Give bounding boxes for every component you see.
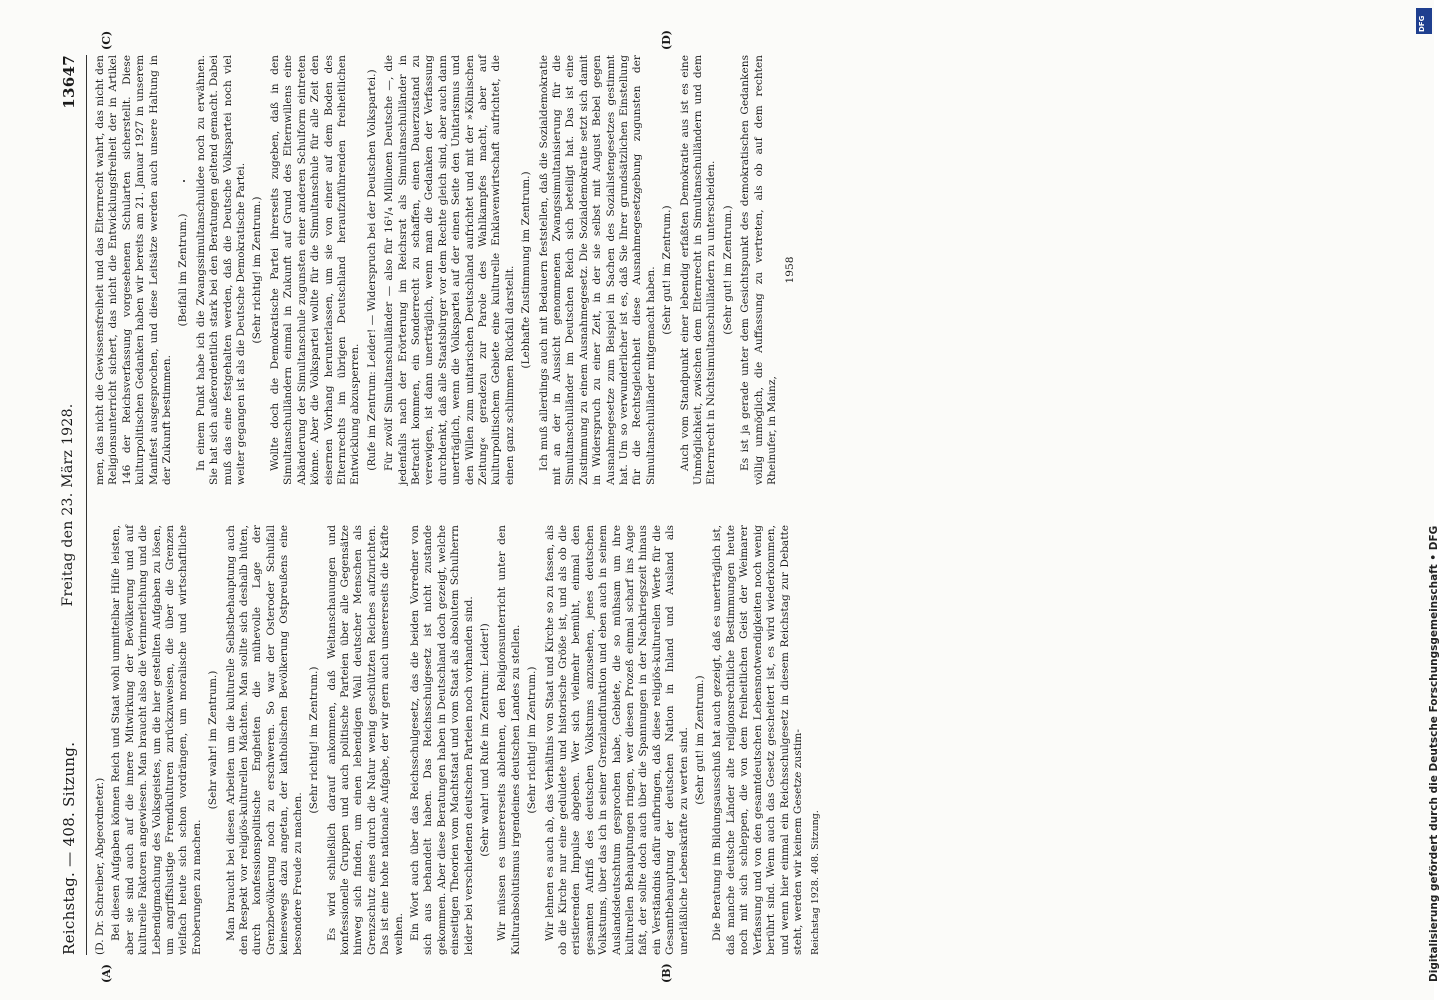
interjection: (Sehr gut! im Zentrum.) bbox=[721, 205, 734, 335]
interjection: (Lebhafte Zustimmung im Zentrum.) bbox=[520, 171, 533, 369]
interjection: (Sehr gut! im Zentrum.) bbox=[694, 675, 707, 805]
paragraph: Ich muß allerdings auch mit Bedauern feststellen, daß die Sozialdemokratie mit an der in Aussicht genommenen Zwangssimultanisierung für die Simultanschulländer im Deutschen Reich sich beteiligt hat. Das ist eine Zustimmung zu einem Ausnahmegesetz. Die Sozialdemokratie setzt sich damit in Widerspruch zu einer Zeit, in der sie selbst mit August Bebel gegen Ausnahmegesetze zum Beispiel in Sachen des Sozialistengesetzes gestimmt hat. Um so verwunderlicher ist es, daß Sie Ihrer grundsätzlichen Einstellung für die Rechtsgleichheit diese Ausnahmegesetzgebung zugunsten der Simultanschulländer mitgemacht haben. bbox=[537, 55, 657, 485]
paragraph: Die Beratung im Bildungsausschuß hat auch gezeigt, daß es unerträglich ist, daß manche deutsche Länder alte religionsrechtliche Bestimmungen heute noch mit sich schleppen, die von dem freiheitlichen Geist der Weimarer Verfassung und von den gesamtdeutschen Lebensnotwendigkeiten noch wenig berührt sind. Wenn auch das Gesetz gescheitert ist, es wird wiederkommen, und wenn hier einmal ein Reichsschulgesetz in diesem Reichstag zur Debatte steht, werden wir keinem Gesetze zustim- bbox=[711, 525, 804, 955]
margin-marker-d: (D) bbox=[660, 30, 673, 50]
digitization-credit bbox=[1412, 12, 1440, 987]
interjection: (Sehr wahr! und Rufe im Zentrum: Leider!) bbox=[478, 623, 491, 857]
footer-left: Reichstag 1928. 408. Sitzung. bbox=[810, 810, 822, 955]
paragraph: Auch vom Standpunkt einer lebendig erfaßten Demokratie aus ist es eine Unmöglichkeit, zwischen dem Elternrecht in Simultanschulländern und dem Elternrecht in Nichtsimultanschulländern zu unterscheiden. bbox=[678, 55, 718, 485]
paragraph: Es ist ja gerade unter dem Gesichtspunkt des demokratischen Gedankens völlig unmöglich, die Auffassung zu vertreten, als ob auf dem rechten Rheinufer, in Mainz, bbox=[739, 55, 779, 485]
interjection: (Beifall im Zentrum.) bbox=[177, 213, 190, 327]
paragraph: In einem Punkt habe ich die Zwangssimultanschulidee noch zu erwähnen. Sie hat sich außerordentlich stark bei den Beratungen geltend gemacht. Dabei muß das eine festgehalten werden, daß die Deutsche Volkspartei noch viel weiter gegangen ist als die Deutsche Demokratische Partei. bbox=[194, 55, 248, 485]
speaker-line: (D. Dr. Schreiber, Abgeordneter.) bbox=[94, 777, 106, 955]
paragraph: men, das nicht die Gewissensfreiheit und das Elternrecht wahrt, das nicht den Religionsunterricht sichert, das nicht die Entwicklungsfreiheit der in Artikel 146 der Reichsverfassung vorgesehenen Schularten sicherstellt. Diese kulturpolitischen Gedanken haben wir bereits am 21. Januar 1927 in unserem Manifest ausgesprochen, und diese Leitsätze werden auch unsere Haltung in der Zukunft bestimmen. bbox=[94, 55, 174, 485]
paragraph: Es wird schließlich darauf ankommen, daß Weltanschauungen und konfessionelle Gruppen und auch politische Parteien über alle Gegensätze hinweg sich finden, um einen lebendigen Wall deutscher Menschen als Grenzschutz eines durch die Natur wenig geschützten Reiches aufzurichten. Das ist eine hohe nationale Aufgabe, der wir gern auch unsererseits die Kräfte weihen. bbox=[325, 525, 405, 955]
scan-speck bbox=[183, 180, 185, 182]
paragraph: Wir müssen es unsererseits ablehnen, den Religionsunterricht unter den Kulturabsolutismus irgendeines deutschen Landes zu stellen. bbox=[496, 525, 522, 955]
paragraph: Bei diesen Aufgaben können Reich und Staat wohl unmittelbar Hilfe leisten, aber sie sind auch auf die innere Mitwirkung der Bevölkerung und auf kulturelle Faktoren angewiesen. Man braucht also die Verinnerlichung und die Lebendigmachung des Volksgeistes, um die hier gestellten Aufgaben zu lösen, um angriffslustige Fremdkulturen zurückzuweisen, die über die Grenzen vielfach heute sich schon vordrängen, um moralische und wirtschaftliche Eroberungen zu machen. bbox=[110, 525, 203, 955]
paragraph: Wir lehnen es auch ab, das Verhältnis von Staat und Kirche so zu fassen, als ob die Kirche nur eine geduldete und historische Größe ist, und als ob die eristierenden Impulse abgeben. Wer sich vielmehr bemüht, einmal den gesamten Aufriß des deutschen Volkstums anzusehen, jenes deutschen Volkstums, über das ich in seiner Grenzlandfunktion und eben auch in seinem Auslandsdeutschtum gesprochen habe, Gebiete, die so mühsam um ihre kulturellen Behauptungen ringen, wer diesen Prozeß einmal scharf ins Auge faßt, der sollte doch auch über die Spannungen in der Nachkriegszeit hinaus ein Verständnis dafür aufbringen, daß diese religiös-kulturellen Werte für die Gesamtbehauptung der deutschen Nation in Inland und Ausland als unerläßliche Lebenskräfte zu werten sind. bbox=[543, 525, 690, 955]
header-rule bbox=[86, 55, 87, 955]
right-column bbox=[94, 55, 801, 485]
paragraph: Für zwölf Simultanschulländer — also für 16¹/₄ Millionen Deutsche —, die jedenfalls nach der Erörterung im Reichsrat als Simultanschulländer in Betracht kommen, ein Sonderrecht zu schaffen, einen Dauerzustand zu verewigen, ist dann unerträglich, wenn man die Gedanken der Verfassung durchdenkt, daß alle Staatsbürger vor dem Rechte gleich sind, aber auch dann unerträglich, wenn die Volkspartei auf der einen Seite den Unitarismus und den Willen zum unitarischen Deutschland aufrichtet und mit der »Kölnischen Zeitung« geradezu zur Parole des Wahlkampfes macht, aber auf kulturpolitischem Gebiete eine kulturelle Enklavenwirtschaft aufrichtet, die einen ganz schlimmen Rückfall darstellt. bbox=[383, 55, 516, 485]
interjection: (Rufe im Zentrum: Leider! — Widerspruch bei der Deutschen Volkspartei.) bbox=[365, 69, 378, 471]
interjection: (Sehr richtig! im Zentrum.) bbox=[526, 666, 539, 814]
interjection: (Sehr richtig! im Zentrum.) bbox=[308, 666, 321, 814]
dfg-logo-text: DFG bbox=[1418, 15, 1426, 32]
interjection: (Sehr gut! im Zentrum.) bbox=[661, 205, 674, 335]
rotated-document-page bbox=[60, 30, 1400, 983]
interjection: (Sehr wahr! im Zentrum.) bbox=[207, 670, 220, 810]
paragraph: Wollte doch die Demokratische Partei ihrerseits zugeben, daß in den Simultanschulländern einmal in Zukunft auf Grund des Elternwillens eine Abänderung der Simultanschule zugunsten einer anderen Schulform eintreten könne. Aber die Volkspartei wollte für die Simultanschule für alle Zeit den eisernen Vorhang herunterlassen, um sie von einer auf dem Boden des Elternrechts im übrigen Deutschland heraufzuführenden freiheitlichen Entwicklung abzusperren. bbox=[268, 55, 362, 485]
margin-marker-b: (B) bbox=[660, 963, 673, 983]
page-footer-number: 1958 bbox=[783, 256, 796, 284]
digitization-credit-text: Digitalisierung gefördert durch die Deutsche Forschungsgemeinschaft • DFG bbox=[1428, 525, 1440, 982]
left-column bbox=[94, 525, 826, 955]
margin-marker-c: (C) bbox=[100, 30, 113, 50]
paragraph: Man braucht bei diesen Arbeiten um die kulturelle Selbstbehauptung auch den Respekt vor religiös-kulturellen Mächten. Man sollte sich deshalb hüten, durch konfessionspolitische Engheiten die mühevolle Lage der Grenzbevölkerung noch zu erschweren. So war der Osteroder Schulfall keineswegs dazu angetan, der katholischen Bevölkerung Ostpreußens eine besondere Freude zu machen. bbox=[224, 525, 304, 955]
margin-marker-a: (A) bbox=[100, 964, 113, 983]
page-number: 13647 bbox=[60, 55, 78, 109]
interjection: (Sehr richtig! im Zentrum.) bbox=[251, 196, 264, 344]
header-date: Freitag den 23. März 1928. bbox=[60, 403, 76, 607]
header-left: Reichstag. — 408. Sitzung. bbox=[60, 741, 78, 955]
page-header bbox=[60, 55, 84, 955]
paragraph: Ein Wort auch über das Reichsschulgesetz, das die beiden Vorredner von sich aus behandelt haben. Das Reichsschulgesetz ist nicht zustande gekommen. Aber diese Beratungen haben in Deutschland doch gezeigt, welche einseitigen Theorien vom Machtstaat und vom Staat als absolutem Schulherrn leider bei verschiedenen deutschen Parteien noch vorhanden sind. bbox=[408, 525, 475, 955]
